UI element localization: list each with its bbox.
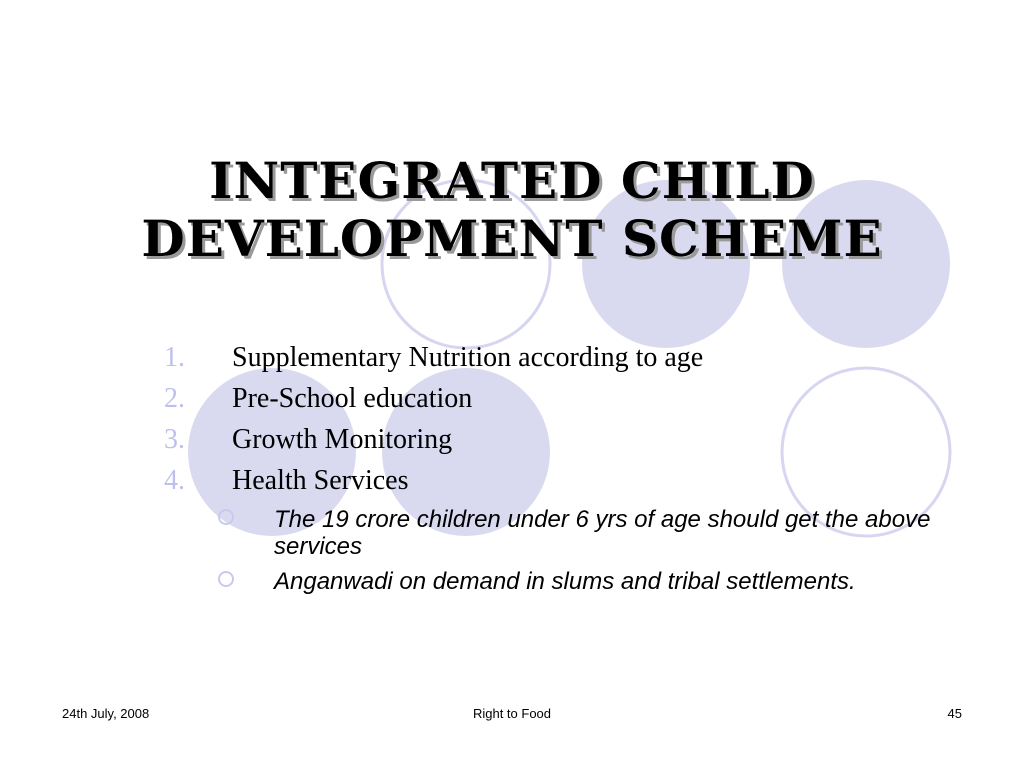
list-item-number: 2.: [164, 383, 185, 414]
list-item-text: Health Services: [232, 465, 409, 496]
slide-title-line-1: INTEGRATED CHILD: [209, 151, 815, 210]
list-item-number: 3.: [164, 424, 185, 455]
list-item: [150, 424, 950, 465]
slide-title-line-2: DEVELOPMENT SCHEME: [141, 209, 883, 268]
numbered-list: [150, 342, 950, 595]
footer-title: Right to Food: [472, 706, 552, 721]
footer-date: 24th July, 2008: [62, 706, 150, 721]
hollow-circle-bullet-icon: [218, 509, 234, 525]
slide-number: 45: [947, 706, 962, 721]
list-item: [150, 465, 950, 506]
sub-bullet-item: [218, 568, 950, 595]
list-item: [150, 383, 950, 424]
list-item-text: Supplementary Nutrition according to age: [232, 342, 704, 373]
sub-bullet-text: Anganwadi on demand in slums and tribal settlements.: [274, 568, 856, 595]
list-item-text: Pre-School education: [232, 383, 473, 414]
list-item: [150, 342, 950, 383]
sub-bullet-text: The 19 crore children under 6 yrs of age should get the above services: [274, 506, 931, 560]
slide-title: [100, 152, 924, 268]
list-item-text: Growth Monitoring: [232, 424, 453, 455]
hollow-circle-bullet-icon: [218, 571, 234, 587]
sub-bullet-item: [218, 506, 950, 560]
list-item-number: 1.: [164, 342, 185, 373]
list-item-number: 4.: [164, 465, 185, 496]
